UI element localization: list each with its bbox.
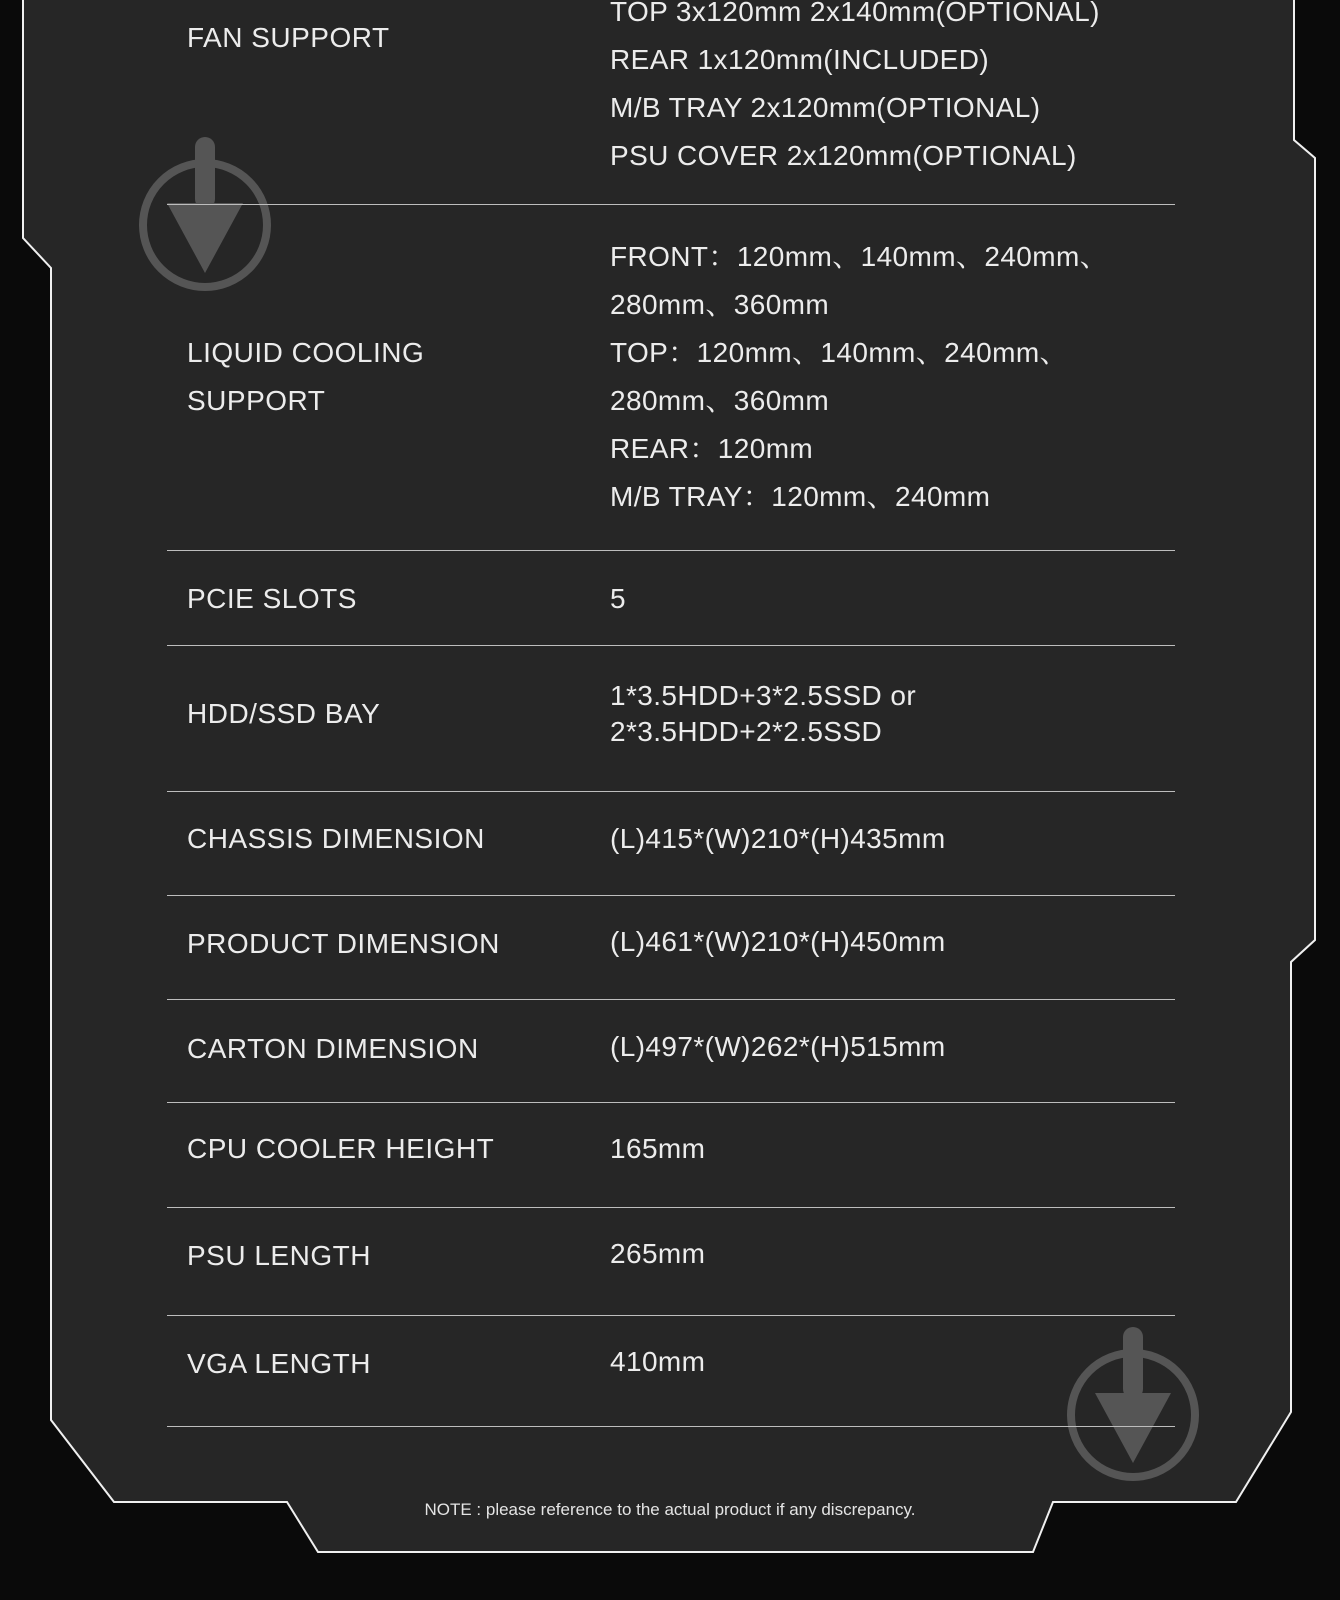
spec-row-vga-length — [167, 1316, 1175, 1426]
spec-label-line: HDD/SSD BAY — [187, 698, 381, 729]
spec-value-line: FRONT：120mm、140mm、240mm、 — [610, 241, 1109, 272]
spec-label — [187, 690, 380, 738]
spec-value-line: 5 — [610, 583, 626, 614]
spec-label-line: PCIE SLOTS — [187, 583, 357, 614]
spec-label — [187, 1125, 494, 1173]
spec-value — [610, 1125, 705, 1173]
spec-label — [187, 1232, 371, 1280]
spec-row-psu-length — [167, 1208, 1175, 1315]
spec-value-line: TOP：120mm、140mm、240mm、 — [610, 337, 1068, 368]
spec-label-line: CHASSIS DIMENSION — [187, 823, 485, 854]
spec-label-line: PSU LENGTH — [187, 1240, 371, 1271]
spec-value-line: 265mm — [610, 1238, 706, 1269]
spec-value-line: (L)415*(W)210*(H)435mm — [610, 823, 946, 854]
spec-label — [187, 815, 485, 863]
spec-value-line: PSU COVER 2x120mm(OPTIONAL) — [610, 140, 1077, 171]
spec-value-line: 280mm、360mm — [610, 385, 830, 416]
spec-label — [187, 14, 390, 62]
spec-label-line: CPU COOLER HEIGHT — [187, 1133, 495, 1164]
spec-row-liquid-cooling-support — [167, 205, 1175, 550]
spec-label-line: VGA LENGTH — [187, 1348, 371, 1379]
spec-row-carton-dimension — [167, 1000, 1175, 1102]
spec-value — [610, 233, 1108, 521]
spec-row-product-dimension — [167, 896, 1175, 999]
spec-value — [610, 575, 626, 623]
spec-value — [610, 815, 946, 863]
spec-value-line: 2*3.5HDD+2*2.5SSD — [610, 716, 883, 747]
spec-value — [610, 918, 946, 966]
spec-label-line: FAN SUPPORT — [187, 22, 390, 53]
spec-row-pcie-slots — [167, 551, 1175, 645]
spec-value-line: TOP 3x120mm 2x140mm(OPTIONAL) — [610, 0, 1100, 27]
spec-label — [187, 575, 357, 623]
spec-value — [610, 1023, 946, 1071]
spec-value-line: 165mm — [610, 1133, 706, 1164]
spec-label-line: PRODUCT DIMENSION — [187, 928, 500, 959]
spec-row-fan-support — [167, 0, 1175, 200]
spec-row-chassis-dimension — [167, 792, 1175, 895]
spec-label — [187, 1025, 479, 1073]
spec-value-line: M/B TRAY 2x120mm(OPTIONAL) — [610, 92, 1041, 123]
disclaimer-note: NOTE : please reference to the actual product if any discrepancy. — [424, 1500, 916, 1519]
spec-label-line: SUPPORT — [187, 385, 326, 416]
spec-value — [610, 1230, 705, 1278]
spec-label — [187, 920, 500, 968]
spec-label-line: CARTON DIMENSION — [187, 1033, 479, 1064]
spec-value-line: 1*3.5HDD+3*2.5SSD or — [610, 680, 917, 711]
spec-value-line: REAR：120mm — [610, 433, 814, 464]
spec-label — [187, 329, 424, 425]
row-divider — [167, 1426, 1175, 1427]
spec-value-line: M/B TRAY：120mm、240mm — [610, 481, 991, 512]
spec-value-line: (L)461*(W)210*(H)450mm — [610, 926, 946, 957]
spec-row-cpu-cooler-height — [167, 1103, 1175, 1207]
spec-value-line: REAR 1x120mm(INCLUDED) — [610, 44, 990, 75]
spec-label-line: LIQUID COOLING — [187, 337, 425, 368]
spec-value — [610, 0, 1100, 180]
spec-value — [610, 1338, 705, 1386]
spec-value-line: 410mm — [610, 1346, 706, 1377]
spec-value — [610, 678, 916, 750]
spec-label — [187, 1340, 371, 1388]
spec-row-hdd-ssd-bay — [167, 646, 1175, 791]
spec-value-line: 280mm、360mm — [610, 289, 830, 320]
spec-value-line: (L)497*(W)262*(H)515mm — [610, 1031, 946, 1062]
